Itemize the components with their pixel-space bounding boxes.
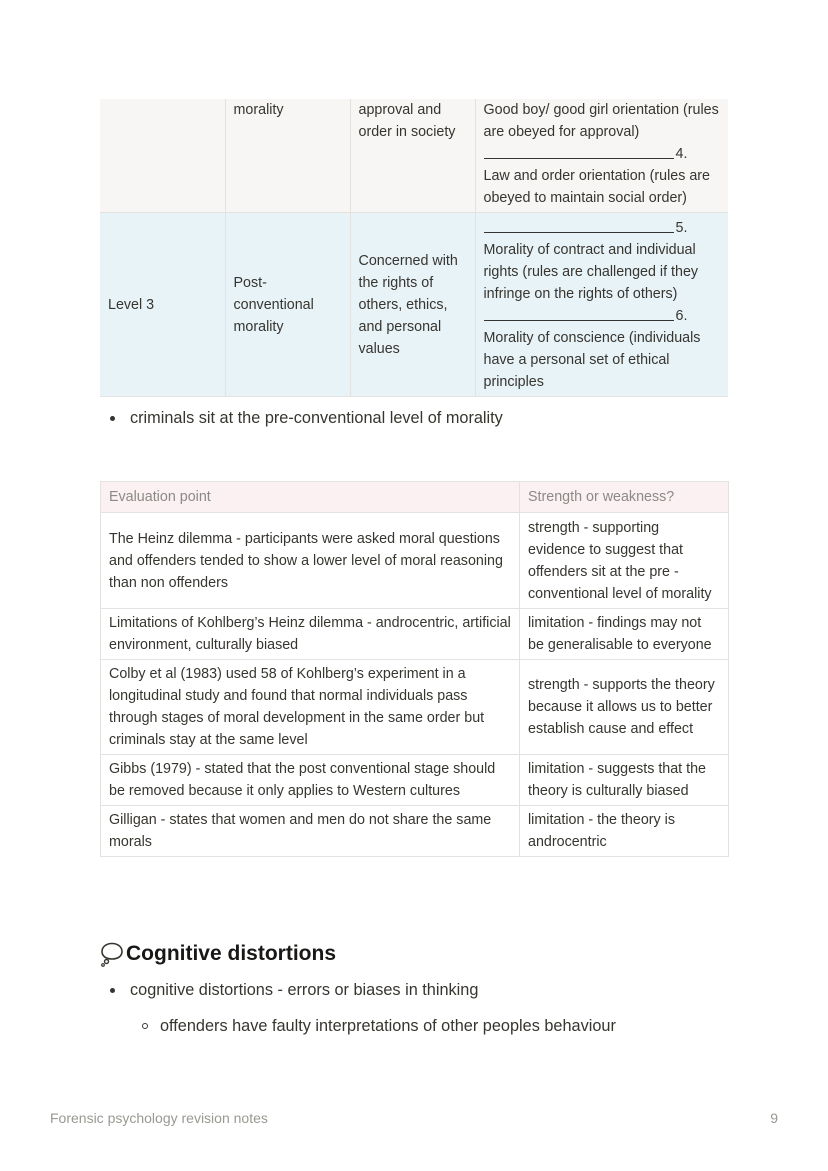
- evaluation-point-cell: Gibbs (1979) - stated that the post conventional stage should be removed because it only applies to Western cultures: [101, 755, 520, 806]
- table-row: [100, 213, 728, 397]
- section-heading: [100, 941, 336, 967]
- level-cell: [100, 99, 225, 213]
- stage-blank-line: [484, 305, 721, 327]
- strength-weakness-cell: limitation - findings may not be generalisable to everyone: [520, 609, 729, 660]
- fill-in-blank: [484, 232, 674, 233]
- level-description-cell: approval and order in society: [350, 99, 475, 213]
- stage-blank-line: [484, 217, 721, 239]
- level-description-cell: Concerned with the rights of others, ethics, and personal values: [350, 213, 475, 397]
- list-item: criminals sit at the pre-conventional level of morality: [100, 407, 740, 429]
- table-row: [101, 513, 729, 609]
- evaluation-point-cell: The Heinz dilemma - participants were asked moral questions and offenders tended to show a lower level of moral reasoning than non offenders: [101, 513, 520, 609]
- column-header: Strength or weakness?: [520, 482, 729, 513]
- list-item: cognitive distortions - errors or biases in thinking: [100, 979, 740, 1001]
- evaluation-point-cell: Colby et al (1983) used 58 of Kohlberg’s experiment in a longitudinal study and found that normal individuals pass through stages of moral development in the same order but criminals stay at the same level: [101, 660, 520, 755]
- table-row: [101, 806, 729, 857]
- stages-cell: [475, 99, 728, 213]
- stage-number: 5.: [675, 219, 688, 236]
- stage-lead-text: Good boy/ good girl orientation (rules are obeyed for approval): [483, 102, 719, 140]
- fill-in-blank: [484, 158, 674, 159]
- bullet-list: [100, 407, 740, 429]
- stage-description: Morality of contract and individual rights (rules are challenged if they infringe on the rights of others): [483, 241, 699, 302]
- stages-cell: [475, 213, 728, 397]
- stage-blank-line: [484, 143, 721, 165]
- evaluation-point-cell: Limitations of Kohlberg’s Heinz dilemma - androcentric, artificial environment, culturally biased: [101, 609, 520, 660]
- kohlberg-stages-table: [100, 99, 728, 397]
- fill-in-blank: [484, 320, 674, 321]
- page-number: 9: [770, 1110, 778, 1126]
- evaluation-table: [100, 481, 729, 857]
- strength-weakness-cell: limitation - the theory is androcentric: [520, 806, 729, 857]
- strength-weakness-cell: strength - supporting evidence to suggest that offenders sit at the pre - conventional level of morality: [520, 513, 729, 609]
- strength-weakness-cell: limitation - suggests that the theory is culturally biased: [520, 755, 729, 806]
- column-header: Evaluation point: [101, 482, 520, 513]
- level-name-cell: Post-conventional morality: [225, 213, 350, 397]
- level-name-cell: morality: [225, 99, 350, 213]
- strength-weakness-cell: strength - supports the theory because it allows us to better establish cause and effect: [520, 660, 729, 755]
- table-row: [101, 755, 729, 806]
- stage-number: 4.: [675, 146, 688, 162]
- section-title: Cognitive distortions: [126, 942, 336, 965]
- footer-title: Forensic psychology revision notes: [50, 1110, 268, 1126]
- stage-description: Morality of conscience (individuals have a personal set of ethical principles: [483, 329, 701, 390]
- stage-description: Law and order orientation (rules are obeyed to maintain social order): [483, 168, 710, 206]
- sub-list-item: offenders have faulty interpretations of other peoples behaviour: [100, 1015, 740, 1037]
- evaluation-point-cell: Gilligan - states that women and men do not share the same morals: [101, 806, 520, 857]
- bullet-list: [100, 979, 740, 1037]
- table-row: [101, 609, 729, 660]
- table-header-row: [101, 482, 729, 513]
- stage-number: 6.: [675, 307, 688, 324]
- table-row: [100, 99, 728, 213]
- level-cell: Level 3: [100, 213, 225, 397]
- table-row: [101, 660, 729, 755]
- thought-bubble-icon: [100, 941, 124, 967]
